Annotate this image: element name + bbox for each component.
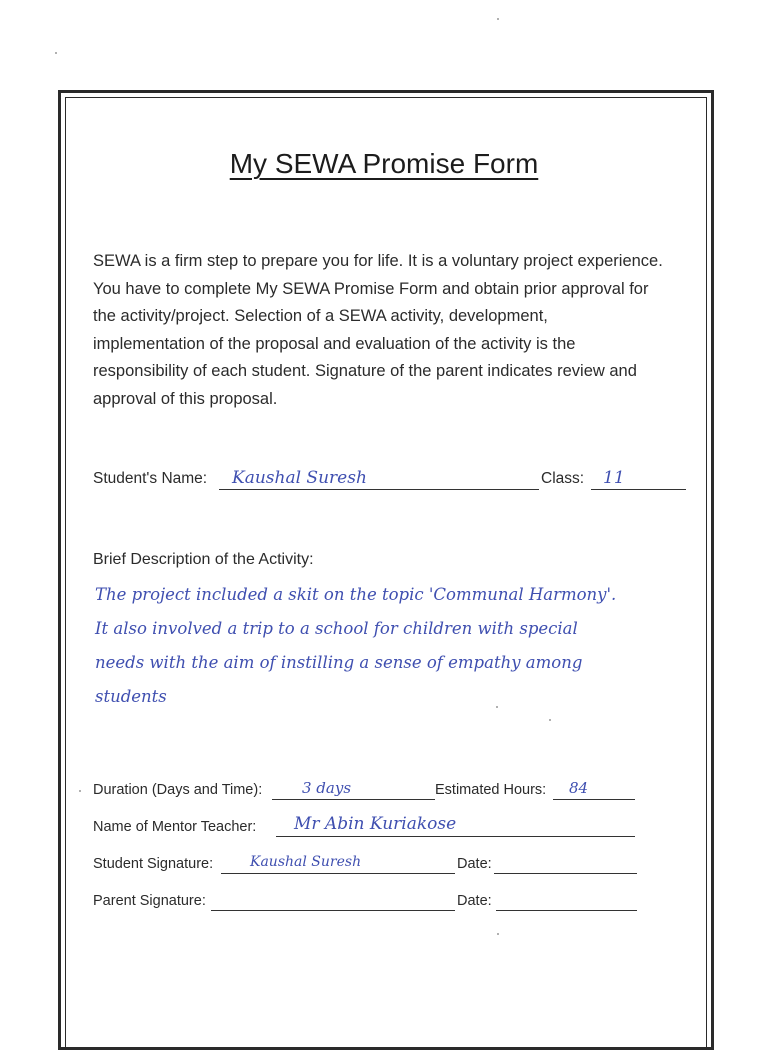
- hours-label: Estimated Hours:: [435, 782, 547, 798]
- description-line: students: [95, 687, 167, 706]
- date-label-student: Date:: [457, 856, 492, 872]
- hours-line: [553, 799, 635, 800]
- form-title: My SEWA Promise Form: [229, 148, 539, 179]
- student-signature-label: Student Signature:: [93, 856, 214, 872]
- mentor-value[interactable]: Mr Abin Kuriakose: [294, 814, 457, 834]
- class-line: [591, 489, 686, 490]
- parent-signature-label: Parent Signature:: [93, 893, 206, 909]
- mentor-line: [276, 836, 635, 837]
- scan-speck: [496, 706, 498, 708]
- scan-speck: [497, 933, 499, 935]
- mentor-label: Name of Mentor Teacher:: [93, 819, 257, 835]
- description-line: needs with the aim of instilling a sense of empathy among: [95, 653, 583, 672]
- parent-signature-line[interactable]: [211, 910, 455, 911]
- date-label-parent: Date:: [457, 893, 492, 909]
- class-label: Class:: [541, 470, 585, 487]
- scan-speck: [497, 18, 499, 20]
- date-line-parent[interactable]: [496, 910, 637, 911]
- duration-line: [272, 799, 435, 800]
- student-signature-line: [221, 873, 455, 874]
- duration-label: Duration (Days and Time):: [93, 782, 263, 798]
- intro-paragraph: SEWA is a firm step to prepare you for life. It is a voluntary project experience. You have to complete My SEWA Promise Form and obtain prior approval for the activity/project. Selection of a SEWA activity, development, implementation of the proposal and evaluation of the activity is the responsibility of each student. Signature of the parent indicates review and approval of this proposal.: [93, 252, 663, 408]
- class-value[interactable]: 11: [603, 468, 625, 488]
- student-name-line: [219, 489, 539, 490]
- hours-value[interactable]: 84: [569, 779, 589, 797]
- description-label: Brief Description of the Activity:: [93, 551, 314, 568]
- student-name-value[interactable]: Kaushal Suresh: [232, 468, 367, 488]
- description-line: The project included a skit on the topic 'Communal Harmony'.: [95, 585, 617, 604]
- duration-value[interactable]: 3 days: [302, 779, 352, 797]
- scan-speck: [55, 52, 57, 54]
- student-signature-value[interactable]: Kaushal Suresh: [250, 854, 362, 870]
- description-value[interactable]: [95, 578, 715, 714]
- student-name-label: Student's Name:: [93, 470, 208, 487]
- scan-speck: [79, 790, 81, 792]
- date-line-student[interactable]: [494, 873, 637, 874]
- description-line: It also involved a trip to a school for children with special: [95, 619, 578, 638]
- scan-speck: [549, 719, 551, 721]
